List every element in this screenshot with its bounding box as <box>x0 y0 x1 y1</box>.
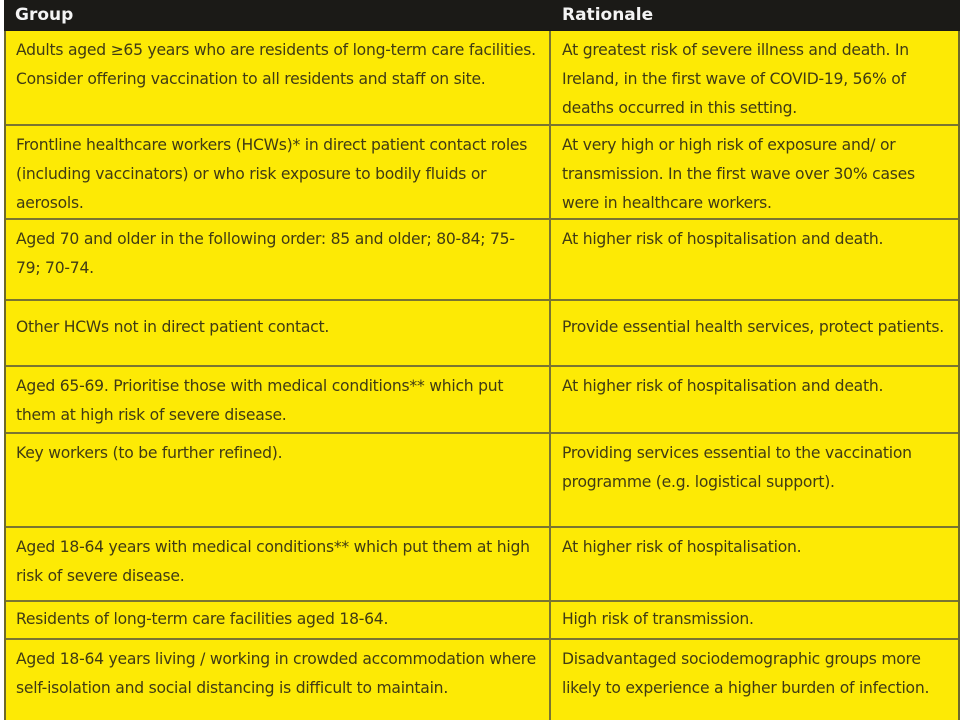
table-row <box>6 126 958 220</box>
table-row <box>6 31 958 126</box>
group-cell: Key workers (to be further refined). <box>6 434 551 526</box>
rationale-cell: At greatest risk of severe illness and death. In Ireland, in the first wave of COVID-19, 56% of deaths occurred in this setting. <box>562 41 909 117</box>
table-row <box>6 301 958 367</box>
rationale-cell: Disadvantaged sociodemographic groups more likely to experience a higher burden of infection. <box>562 650 930 697</box>
table-row <box>6 367 958 434</box>
group-cell: Aged 70 and older in the following order: 85 and older; 80-84; 75-79; 70-74. <box>6 220 551 299</box>
table-body <box>4 31 960 720</box>
rationale-cell: At higher risk of hospitalisation and death. <box>562 377 884 395</box>
group-cell: Frontline healthcare workers (HCWs)* in direct patient contact roles (including vaccinators) or who risk exposure to bodily fluids or aerosols. <box>6 126 551 218</box>
rationale-cell: Provide essential health services, protect patients. <box>562 318 945 336</box>
group-cell: Aged 65-69. Prioritise those with medical conditions** which put them at high risk of severe disease. <box>6 367 551 432</box>
table-row <box>6 640 958 720</box>
table-row <box>6 528 958 602</box>
table-row <box>6 434 958 528</box>
rationale-cell: At very high or high risk of exposure and/ or transmission. In the first wave over 30% cases were in healthcare workers. <box>562 136 915 212</box>
rationale-cell: Providing services essential to the vaccination programme (e.g. logistical support). <box>562 444 912 491</box>
table-header <box>4 0 960 31</box>
vaccine-priority-table <box>4 0 960 720</box>
group-cell: Aged 18-64 years with medical conditions** which put them at high risk of severe disease. <box>6 528 551 600</box>
table-row <box>6 602 958 640</box>
group-cell: Other HCWs not in direct patient contact. <box>6 301 551 365</box>
header-group: Group <box>15 5 74 25</box>
group-cell: Aged 18-64 years living / working in crowded accommodation where self-isolation and social distancing is difficult to maintain. <box>6 640 551 720</box>
rationale-cell: At higher risk of hospitalisation and death. <box>562 230 884 248</box>
table-row <box>6 220 958 301</box>
header-rationale: Rationale <box>562 5 654 25</box>
rationale-cell: High risk of transmission. <box>562 610 754 628</box>
group-cell: Residents of long-term care facilities aged 18-64. <box>6 602 551 638</box>
group-cell: Adults aged ≥65 years who are residents of long-term care facilities. Consider offering vaccination to all residents and staff on site. <box>6 31 551 124</box>
rationale-cell: At higher risk of hospitalisation. <box>562 538 802 556</box>
